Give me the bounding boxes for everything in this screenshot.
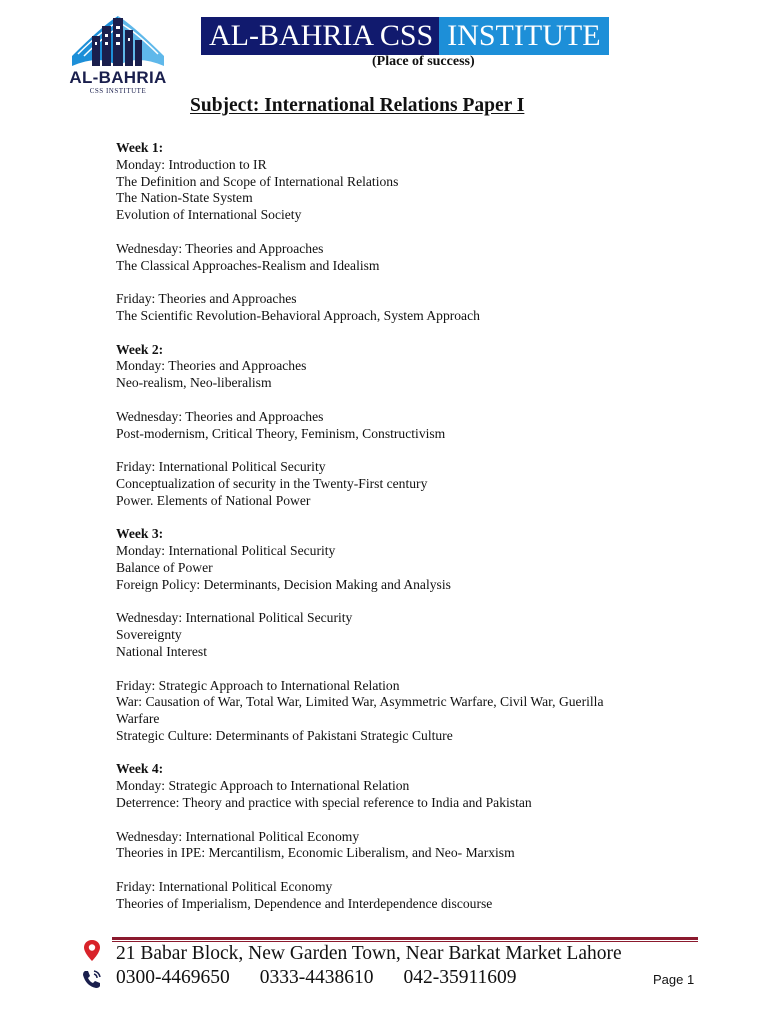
schedule-line: Friday: International Political Economy — [116, 879, 333, 895]
location-pin-icon — [82, 939, 102, 963]
schedule-line: Friday: Theories and Approaches — [116, 291, 297, 307]
schedule-line: Theories of Imperialism, Dependence and Interdependence discourse — [116, 895, 493, 911]
footer-divider — [112, 937, 698, 940]
week-2 — [116, 342, 716, 510]
schedule-line: Evolution of International Society — [116, 207, 302, 223]
schedule-line: The Scientific Revolution-Behavioral Approach, System Approach — [116, 307, 480, 323]
schedule-line: Strategic Culture: Determinants of Pakistani Strategic Culture — [116, 727, 453, 743]
schedule-line: Deterrence: Theory and practice with special reference to India and Pakistan — [116, 795, 532, 811]
schedule-line: Monday: Theories and Approaches — [116, 358, 307, 374]
schedule-line: National Interest — [116, 643, 207, 659]
day-block — [116, 358, 716, 392]
footer-divider-thin — [112, 941, 698, 942]
schedule-line: The Definition and Scope of International Relations — [116, 173, 399, 189]
institute-logo — [62, 6, 174, 98]
day-block — [116, 459, 716, 509]
tagline: (Place of success) — [372, 54, 475, 69]
schedule-line: Monday: Strategic Approach to International Relation — [116, 778, 410, 794]
day-block — [116, 879, 716, 913]
schedule-line: Power. Elements of National Power — [116, 492, 311, 508]
schedule-line: The Nation-State System — [116, 190, 253, 206]
week-title: Week 3: — [116, 526, 164, 542]
schedule-line: Wednesday: Theories and Approaches — [116, 240, 324, 256]
day-block — [116, 778, 716, 812]
schedule-line: Wednesday: International Political Economy — [116, 828, 360, 844]
day-block — [116, 543, 716, 593]
day-block — [116, 157, 716, 224]
schedule-line: Theories in IPE: Mercantilism, Economic Liberalism, and Neo- Marxism — [116, 845, 515, 861]
schedule-line: War: Causation of War, Total War, Limited War, Asymmetric Warfare, Civil War, Guerilla — [116, 694, 604, 710]
institute-banner — [201, 17, 609, 55]
schedule-line: Wednesday: Theories and Approaches — [116, 408, 324, 424]
week-title: Week 2: — [116, 341, 164, 357]
footer-phones — [116, 967, 517, 989]
week-4 — [116, 761, 716, 912]
page-number: Page 1 — [653, 972, 695, 987]
schedule-line: Foreign Policy: Determinants, Decision Making and Analysis — [116, 576, 451, 592]
schedule-line: Monday: Introduction to IR — [116, 156, 267, 172]
schedule-line: Post-modernism, Critical Theory, Feminism, Constructivism — [116, 425, 446, 441]
schedule-line: Sovereignty — [116, 627, 182, 643]
day-block — [116, 829, 716, 863]
day-block — [116, 409, 716, 443]
logo-text: AL-BAHRIA — [69, 68, 167, 87]
week-title: Week 4: — [116, 761, 164, 777]
day-block — [116, 610, 716, 660]
schedule-line: Friday: Strategic Approach to International Relation — [116, 677, 400, 693]
schedule-line: Friday: International Political Security — [116, 459, 326, 475]
day-block — [116, 291, 716, 325]
phone-icon — [80, 968, 102, 990]
schedule-line: Warfare — [116, 711, 160, 727]
phone-number: 042-35911609 — [403, 967, 517, 988]
day-block — [116, 241, 716, 275]
logo-subtext: CSS INSTITUTE — [89, 87, 147, 95]
schedule-line: Monday: International Political Security — [116, 543, 336, 559]
banner-part-1: AL-BAHRIA CSS — [201, 17, 439, 55]
schedule-line: Neo-realism, Neo-liberalism — [116, 375, 272, 391]
schedule-line: Balance of Power — [116, 559, 213, 575]
book-logo-icon — [62, 6, 174, 72]
schedule-line: Conceptualization of security in the Twenty-First century — [116, 475, 428, 491]
phone-number: 0333-4438610 — [259, 967, 374, 988]
phone-number: 0300-4469650 — [116, 967, 230, 988]
schedule-line: Wednesday: International Political Security — [116, 610, 353, 626]
footer-address: 21 Babar Block, New Garden Town, Near Barkat Market Lahore — [116, 943, 622, 964]
banner-part-2: INSTITUTE — [439, 17, 608, 55]
schedule-line: The Classical Approaches-Realism and Idealism — [116, 257, 380, 273]
day-block — [116, 678, 716, 745]
week-3 — [116, 526, 716, 744]
schedule-content — [116, 140, 716, 929]
week-title: Week 1: — [116, 140, 164, 155]
page-title: Subject: International Relations Paper I — [190, 95, 525, 116]
week-1 — [116, 140, 716, 325]
